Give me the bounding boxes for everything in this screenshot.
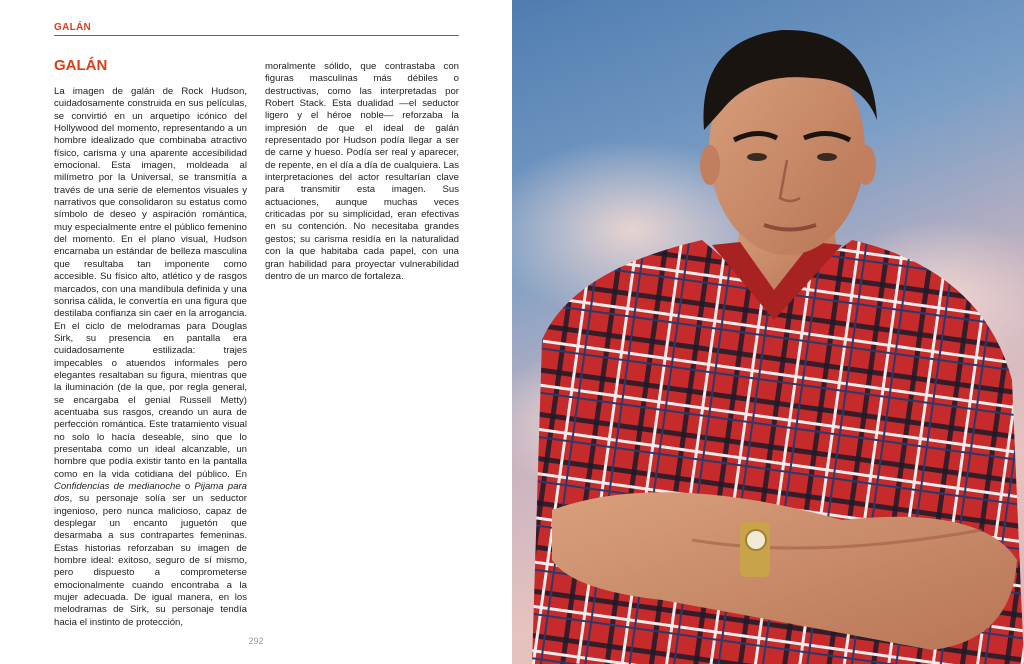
running-head: GALÁN bbox=[54, 22, 92, 33]
portrait-photo bbox=[512, 0, 1024, 664]
film-title: Pijama para dos bbox=[54, 481, 247, 505]
eye-shape bbox=[747, 153, 767, 161]
ear-shape bbox=[700, 145, 720, 185]
section-title: GALÁN bbox=[54, 57, 108, 74]
eye-shape bbox=[817, 153, 837, 161]
header-rule bbox=[54, 35, 459, 36]
text-column-1 bbox=[54, 86, 247, 629]
text-column-2 bbox=[265, 61, 459, 283]
page-number: 292 bbox=[248, 636, 264, 646]
body-text: , su personaje solía ser un seductor ingenioso, pero nunca malicioso, capaz de desplegar un encanto juguetón que desarmaba a sus contrapartes femeninas. Estas historias reforzaban su imagen de hombre ideal: exitoso, seguro de sí mismo, pero dispuesto a comprometerse emocionalmente cuando encontraba a la mujer adecuada. De igual manera, en los melodramas de Sirk, su personaje tendía hacia el instinto de protección, bbox=[54, 493, 247, 628]
film-title: Confidencias de medianoche bbox=[54, 481, 181, 492]
watch-face bbox=[746, 530, 766, 550]
body-text: o bbox=[180, 481, 195, 492]
body-text: La imagen de galán de Rock Hudson, cuidadosamente construida en sus películas, se convirtió en un arquetipo icónico del Hollywood del momento, representando a un hombre idealizado que combinaba atractivo físico, carisma y una aparente accesibilidad emocional. Esta imagen, moldeada al milímetro por la Universal, se transmitía a través de una serie de elementos visuales y narrativos que consolidaron su estatus como símbolo de deseo y aspiración romántica, muy especialmente entre el público femenino del momento. En el plano visual, Hudson encarnaba un estándar de belleza masculina que resultaba tan imponente como accesible. Su físico alto, atlético y de rasgos marcados, con una mandíbula definida y una sonrisa cálida, le convertía en una figura que destilaba confianza sin caer en la arrogancia. En el ciclo de melodramas para Douglas Sirk, su presencia en pantalla era cuidadosamente estilizada: trajes impecables o atuendos informales pero elegantes resaltaban su figura, mientras que la iluminación (de la que, por regla general, se encargaba el genial Russell Metty) acentuaba sus rasgos, creando un aura de perfección romántica. Este tratamiento visual no solo lo hacía deseable, sino que lo presentaba como un ideal alcanzable, un hombre que podía existir tanto en la pantalla como en la vida cotidiana del público. En bbox=[54, 86, 247, 480]
right-page bbox=[512, 0, 1024, 664]
ear-shape bbox=[856, 145, 876, 185]
body-paragraph: moralmente sólido, que contrastaba con figuras masculinas más débiles o destructivas, como las interpretadas por Robert Stack. Esta dualidad —el seductor ligero y el héroe noble— reforzaba la impresión de que el ideal de galán representado por Hudson podía llegar a ser de carne y hueso. Podía ser real y aparecer, de repente, en el día a día de cualquiera. Las interpretaciones del actor resultarían clave para transmitir esta imagen. Sus actuaciones, aunque muchas veces criticadas por su simplicidad, eran efectivas en su contención. No necesitaba grandes gestos; su carisma residía en la naturalidad con la que habitaba cada papel, con una gran habilidad para proyectar vulnerabilidad dentro de un marco de fortaleza. bbox=[265, 61, 459, 282]
body-paragraph bbox=[54, 86, 247, 629]
